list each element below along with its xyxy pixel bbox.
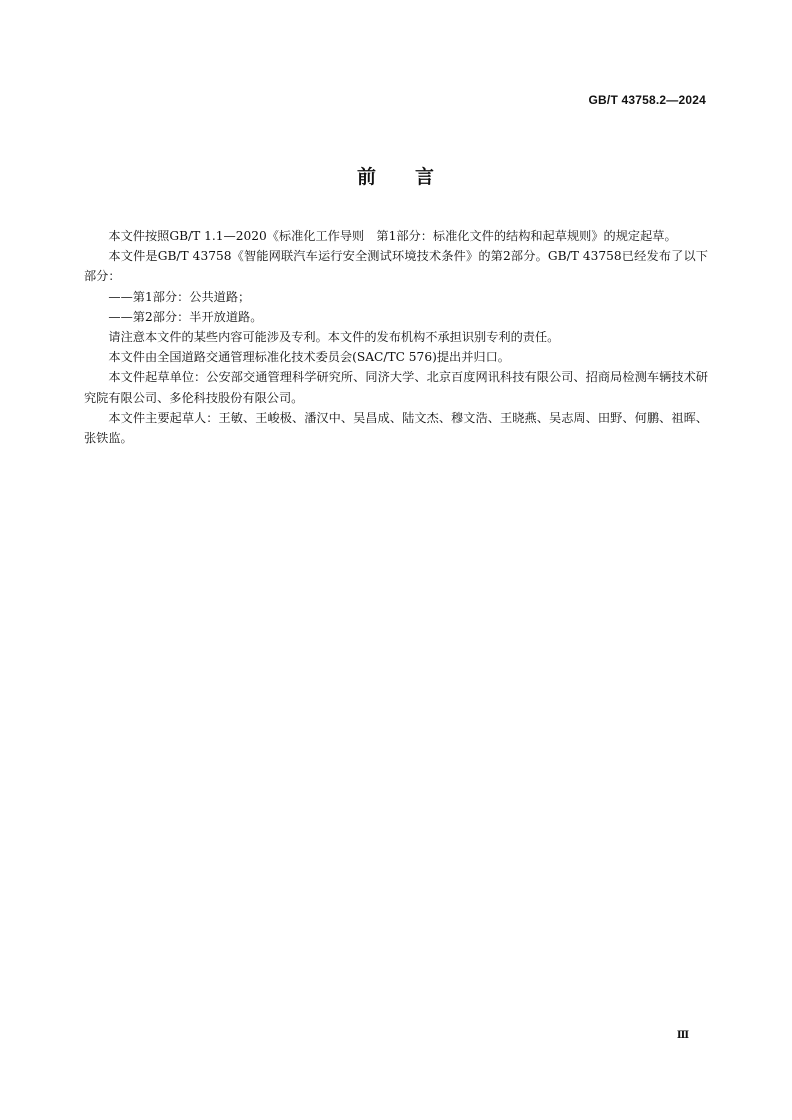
paragraph-drafting-rules-a: 本文件按照GB/T 1.1—2020《标准化工作导则 — [108, 229, 365, 243]
paragraph-series-info: 本文件是GB/T 43758《智能网联汽车运行安全测试环境技术条件》的第2部分。GB/T 43758已经发布了以下部分： — [84, 249, 708, 284]
paragraph-drafters: 本文件主要起草人：王敏、王峻极、潘汉中、吴昌成、陆文杰、穆文浩、王晓燕、吴志周、田野、何鹏、祖晖、张铁监。 — [84, 410, 708, 446]
page-number: Ⅲ — [676, 1030, 689, 1041]
page-title-part1: 前 — [356, 166, 377, 188]
list-item-part-1: ——第1部分：公共道路； — [108, 289, 251, 304]
paragraph-drafting-units: 本文件起草单位：公安部交通管理科学研究所、同济大学、北京百度网讯科技有限公司、招商局检测车辆技术研究院有限公司、多伦科技股份有限公司。 — [84, 370, 708, 405]
list-item-part-2: ——第2部分：半开放道路。 — [108, 309, 263, 324]
page-title-part2: 言 — [415, 166, 436, 188]
paragraph-drafting-rules — [84, 226, 708, 246]
standard-code: GB/T 43758.2—2024 — [588, 93, 706, 107]
paragraph-drafting-rules-b: 第1部分：标准化文件的结构和起草规则》的规定起草。 — [376, 229, 677, 243]
paragraph-committee: 本文件由全国道路交通管理标准化技术委员会(SAC/TC 576)提出并归口。 — [108, 350, 510, 365]
page-title — [0, 162, 792, 189]
paragraph-patent-notice: 请注意本文件的某些内容可能涉及专利。本文件的发布机构不承担识别专利的责任。 — [108, 330, 560, 345]
foreword-body — [84, 226, 708, 448]
